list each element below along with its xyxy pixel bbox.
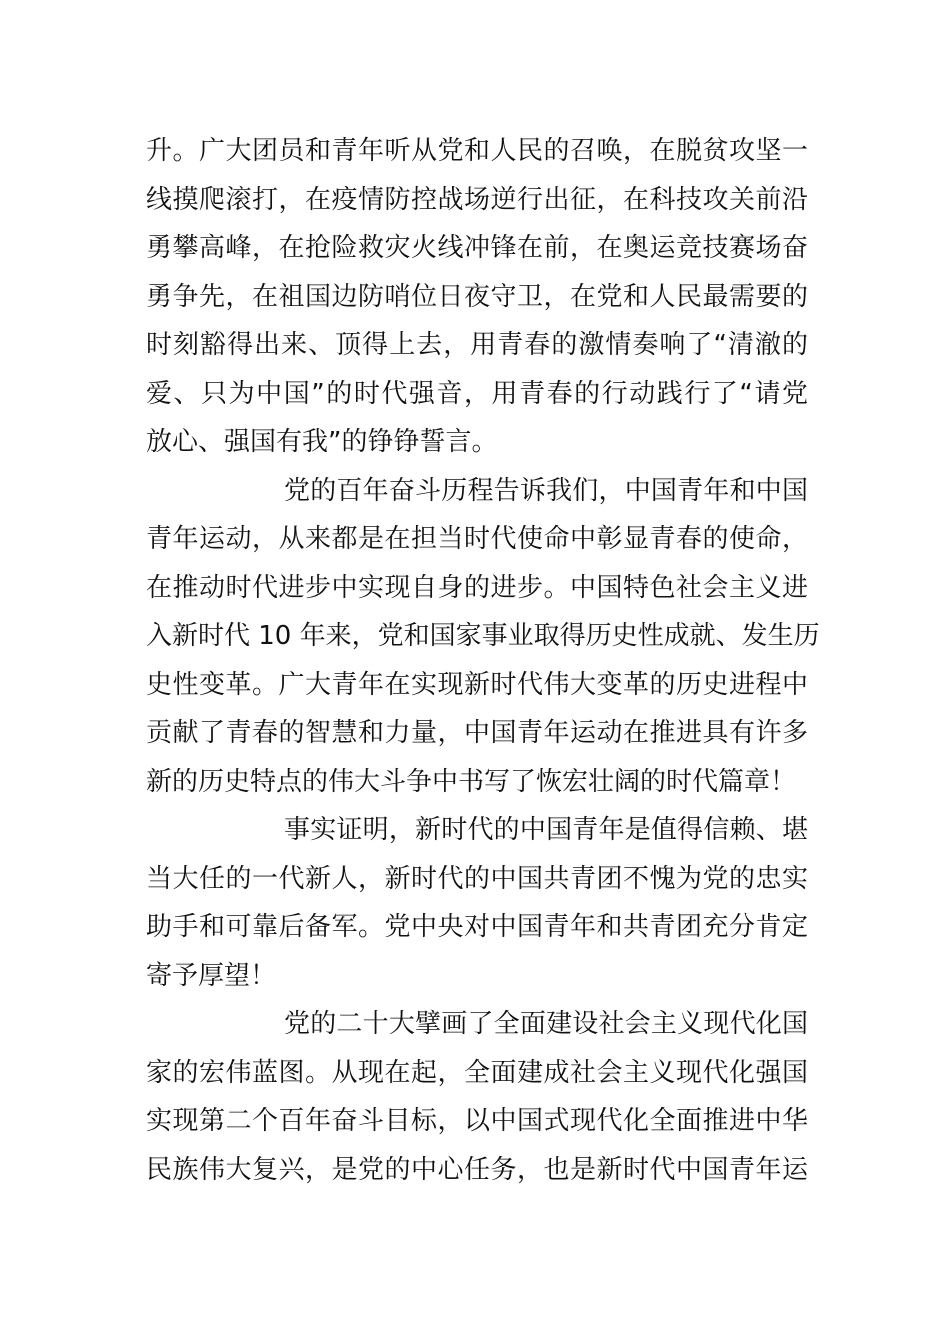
text-line: 在推动时代进步中实现自身的进步。中国特色社会主义进 (146, 572, 808, 603)
text-line: 家的宏伟蓝图。从现在起，全面建成社会主义现代化强国 (146, 1057, 808, 1088)
text-line-indented: 党的百年奋斗历程告诉我们，中国青年和中国 (284, 475, 808, 506)
text-line: 爱、只为中国”的时代强音，用青春的行动践行了“请党 (146, 378, 808, 409)
text-line: 史性变革。广大青年在实现新时代伟大变革的历史进程中 (146, 669, 808, 700)
text-line: 勇争先，在祖国边防哨位日夜守卫，在党和人民最需要的 (146, 281, 808, 312)
text-line: 新的历史特点的伟大斗争中书写了恢宏壮阔的时代篇章！ (146, 766, 797, 797)
text-line-indented: 党的二十大擘画了全面建设社会主义现代化国 (284, 1009, 808, 1039)
text-line: 入新时代 10 年来，党和国家事业取得历史性成就、发生历 (146, 621, 820, 651)
text-line: 勇攀高峰，在抢险救灾火线冲锋在前，在奥运竞技赛场奋 (146, 233, 808, 263)
text-line: 当大任的一代新人，新时代的中国共青团不愧为党的忠实 (146, 863, 808, 894)
text-line: 时刻豁得出来、顶得上去，用青春的激情奏响了“清澈的 (146, 330, 808, 360)
text-line: 线摸爬滚打，在疫情防控战场逆行出征，在科技攻关前沿 (146, 184, 808, 215)
text-line: 寄予厚望！ (146, 960, 277, 991)
text-line: 升。广大团员和青年听从党和人民的召唤，在脱贫攻坚一 (146, 136, 808, 166)
text-line: 青年运动，从来都是在担当时代使命中彰显青春的使命， (146, 524, 808, 554)
text-line: 贡献了青春的智慧和力量，中国青年运动在推进具有许多 (146, 718, 808, 748)
text-line: 放心、强国有我”的铮铮誓言。 (146, 427, 498, 457)
text-line: 助手和可靠后备军。党中央对中国青年和共青团充分肯定 (146, 912, 808, 942)
text-line: 实现第二个百年奋斗目标，以中国式现代化全面推进中华 (146, 1106, 808, 1136)
text-line-indented: 事实证明，新时代的中国青年是值得信赖、堪 (284, 815, 808, 845)
document-body (146, 127, 820, 1194)
text-line: 民族伟大复兴，是党的中心任务，也是新时代中国青年运 (146, 1154, 808, 1185)
